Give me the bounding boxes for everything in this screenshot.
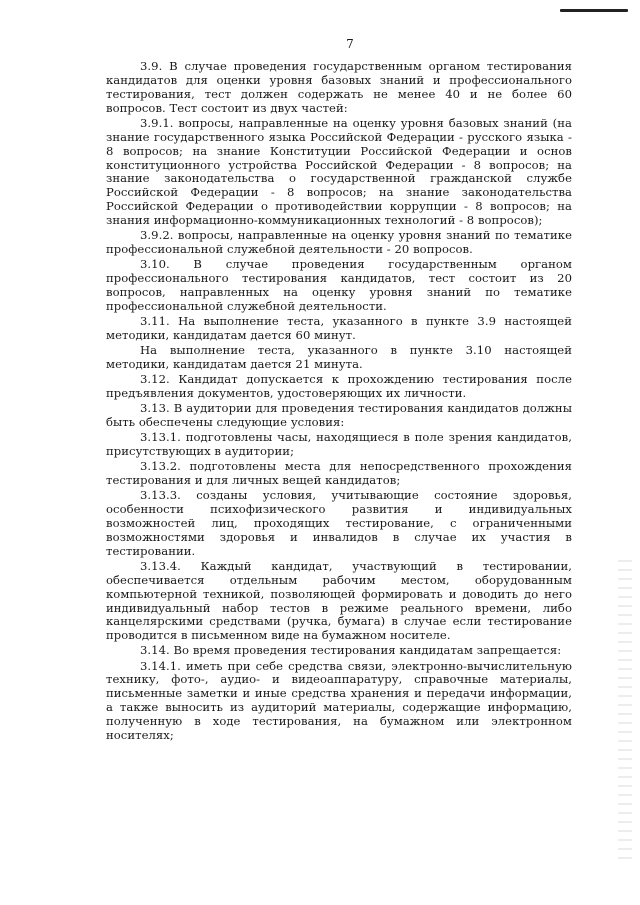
paragraph-3-11: 3.11. На выполнение теста, указанного в пункте 3.9 настоящей методики, кандидатам дается 60 минут.	[106, 314, 572, 342]
paragraph-3-13-3: 3.13.3. созданы условия, учитывающие состояние здоровья, особенности психофизического развития и индивидуальных возможностей лиц, проходящих тестирование, с ограниченными возможностями здоровья и инвалидов в случае их участия в тестировании.	[106, 488, 572, 558]
paragraph-3-11-continued: На выполнение теста, указанного в пункте 3.10 настоящей методики, кандидатам дается 21 минута.	[106, 343, 572, 371]
paragraph-3-13-2: 3.13.2. подготовлены места для непосредственного прохождения тестирования и для личных вещей кандидатов;	[106, 459, 572, 487]
paragraph-3-9-2: 3.9.2. вопросы, направленные на оценку уровня знаний по тематике профессиональной служебной деятельности - 20 вопросов.	[106, 228, 572, 257]
paragraph-3-13-4: 3.13.4. Каждый кандидат, участвующий в тестировании, обеспечивается отдельным рабочим местом, оборудованным компьютерной техникой, позволяющей формировать и доводить до него индивидуальный набор тестов в режиме реального времени, либо канцелярскими средствами (ручка, бумага) в случае если тестирование проводится в письменном виде на бумажном носителе.	[106, 558, 572, 643]
paragraph-3-9: 3.9. В случае проведения государственным органом тестирования кандидатов для оценки уровня базовых знаний и профессионального тестирования, тест должен содержать не менее 40 и не более 60 вопросов. Тест состоит из двух частей:	[106, 59, 572, 115]
paragraph-3-14: 3.14. Во время проведения тестирования кандидатам запрещается:	[140, 643, 562, 658]
scan-edge-noise	[618, 560, 632, 860]
page-number: 7	[346, 37, 354, 51]
paragraph-3-12: 3.12. Кандидат допускается к прохождению тестирования после предъявления документов, удостоверяющих их личности.	[106, 372, 572, 400]
paragraph-3-14-1: 3.14.1. иметь при себе средства связи, электронно-вычислительную технику, фото-, аудио- и видеоаппаратуру, справочные материалы, письменные заметки и иные средства хранения и передачи информации, а также выносить из аудиторий материалы, содержащие информацию, полученную в ходе тестирования, на бумажном или электронном носителях;	[106, 658, 572, 743]
document-body	[106, 60, 572, 744]
paragraph-3-13-1: 3.13.1. подготовлены часы, находящиеся в поле зрения кандидатов, присутствующих в аудитории;	[106, 430, 572, 458]
scan-edge-mark	[560, 9, 628, 12]
paragraph-3-9-1: 3.9.1. вопросы, направленные на оценку уровня базовых знаний (на знание государственного языка Российской Федерации - русского языка - 8 вопросов; на знание Конституции Российской Федерации и основ конституционного устройства Российской Федерации - 8 вопросов; на знание законодательства о государственной гражданской службе Российской Федерации - 8 вопросов; на знание законодательства Российской Федерации о противодействии коррупции - 8 вопросов; на знания информационно-коммуникационных технологий - 8 вопросов);	[106, 115, 572, 228]
paragraph-3-13: 3.13. В аудитории для проведения тестирования кандидатов должны быть обеспечены следующие условия:	[106, 401, 572, 429]
paragraph-3-10: 3.10. В случае проведения государственным органом профессионального тестирования кандидатов, тест состоит из 20 вопросов, направленных на оценку уровня знаний по тематике профессиональной служебной деятельности.	[106, 257, 572, 313]
